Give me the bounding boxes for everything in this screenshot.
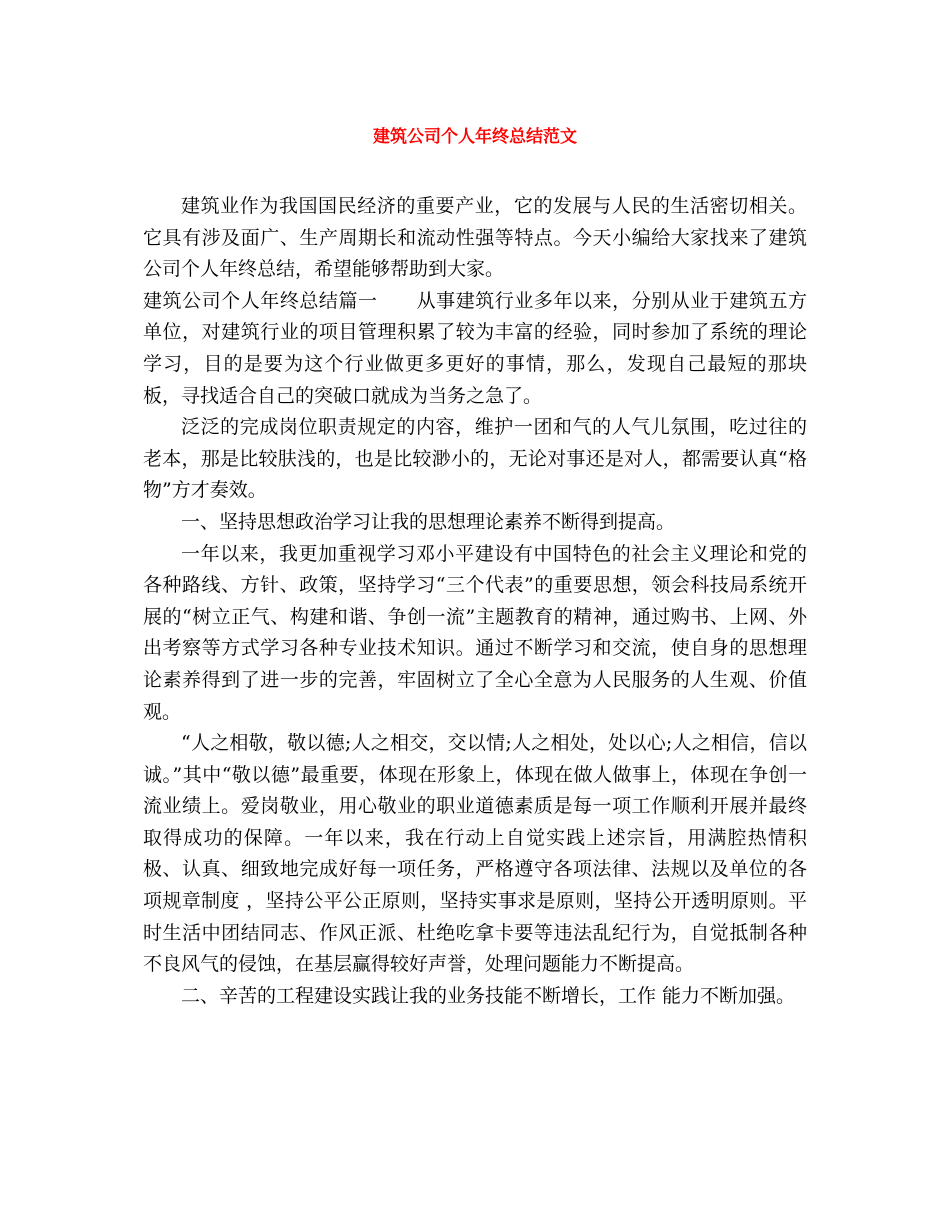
paragraph-section-one-start: 建筑公司个人年终总结篇一 从事建筑行业多年以来，分别从业于建筑五方单位，对建筑行业的项目管理积累了较为丰富的经验，同时参加了系统的理论学习，目的是要为这个行业做更多更好的事情，那么，发现自己最短的那块板，寻找适合自己的突破口就成为当务之急了。 — [143, 289, 807, 407]
paragraph-ethics: “人之相敬，敬以德;人之相交，交以情;人之相处，处以心;人之相信，信以诚。”其中“敬以德”最重要，体现在形象上，体现在做人做事上，体现在争创一流业绩上。爱岗敬业，用心敬业的职业道德素质是每一项工作顺利开展并最终取得成功的保障。一年以来，我在行动上自觉实践上述宗旨，用满腔热情积极、认真、细致地完成好每一项任务，严格遵守各项法律、法规以及单位的各项规章制度 ，坚持公平公正原则，坚持实事求是原则，坚持公开透明原则。平时生活中团结同志、作风正派、杜绝吃拿卡要等违法乱纪行为，自觉抵制各种不良风气的侵蚀，在基层赢得较好声誉，处理问题能力不断提高。 — [143, 732, 807, 976]
paragraph-study-details: 一年以来，我更加重视学习邓小平建设有中国特色的社会主义理论和党的各种路线、方针、政策，坚持学习“三个代表”的重要思想，领会科技局系统开展的“树立正气、构建和谐、争创一流”主题教育的精神，通过购书、上网、外出考察等方式学习各种专业技术知识。通过不断学习和交流，使自身的思想理论素养得到了进一步的完善，牢固树立了全心全意为人民服务的人生观、价值观。 — [143, 542, 807, 723]
document-body — [143, 191, 807, 1012]
paragraph-duties: 泛泛的完成岗位职责规定的内容，维护一团和气的人气儿氛围，吃过往的老本，那是比较肤浅的，也是比较渺小的，无论对事还是对人，都需要认真“格物”方才奏效。 — [143, 416, 807, 502]
document-title: 建筑公司个人年终总结范文 — [373, 127, 577, 147]
paragraph-heading-political-study: 一、坚持思想政治学习让我的思想理论素养不断得到提高。 — [181, 510, 676, 533]
paragraph-heading-engineering-practice: 二、辛苦的工程建设实践让我的业务技能不断增长，工作 能力不断加强。 — [181, 984, 796, 1007]
paragraph-intro: 建筑业作为我国国民经济的重要产业，它的发展与人民的生活密切相关。它具有涉及面广、生产周期长和流动性强等特点。今天小编给大家找来了建筑公司个人年终总结，希望能够帮助到大家。 — [143, 195, 807, 281]
